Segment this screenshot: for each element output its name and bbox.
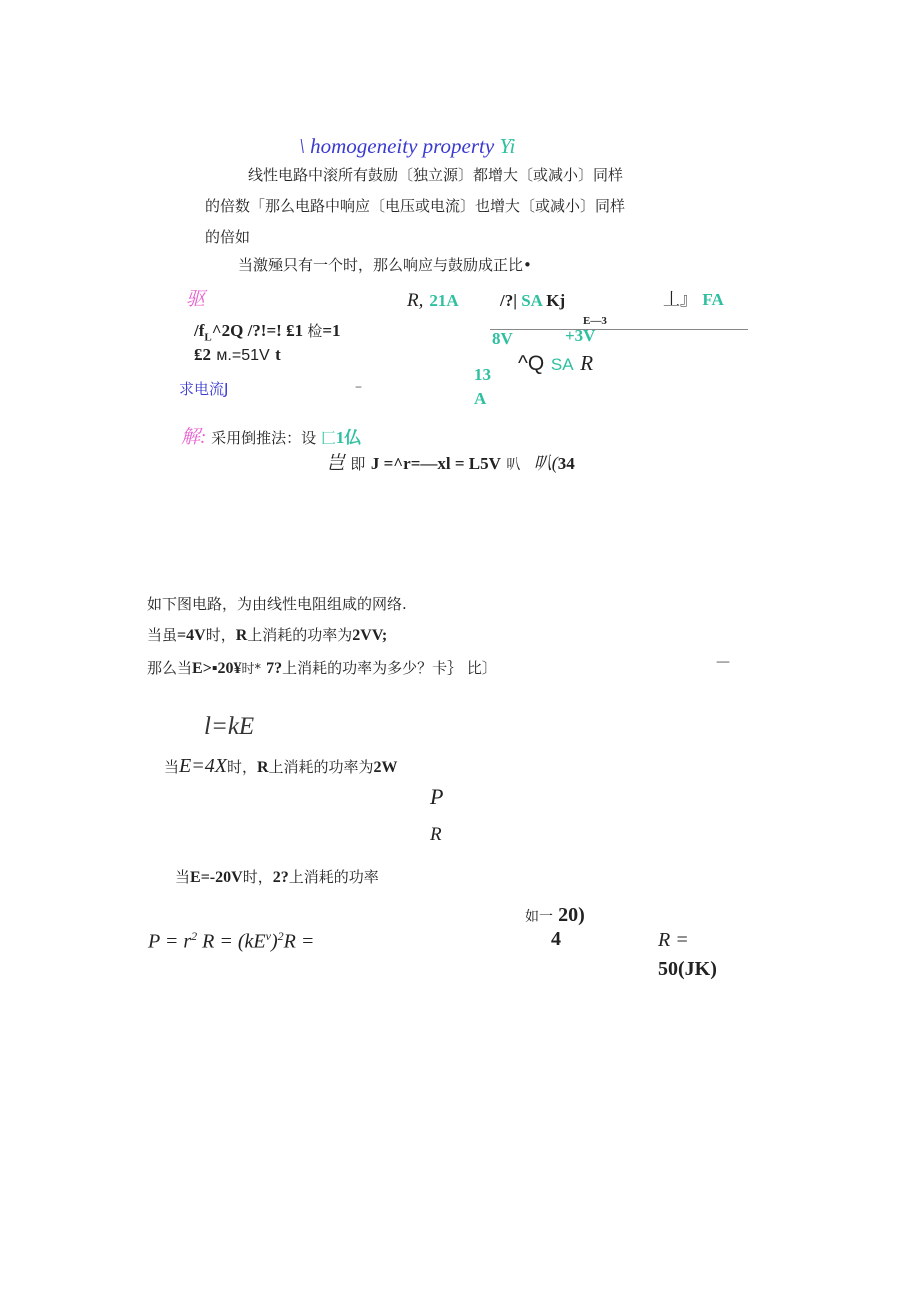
a1-e: 上消耗的功率为 — [268, 758, 374, 776]
sa-text-2: SA — [550, 355, 574, 374]
qiu-label: 求电流J — [179, 380, 229, 398]
r-equals: R = — [658, 929, 689, 951]
circuit-line — [490, 329, 748, 330]
a1-a: 当 — [164, 758, 180, 776]
jie-label: 解: — [181, 427, 207, 448]
fa-prefix: 丄』 — [663, 290, 697, 310]
ru-b: 20) — [558, 904, 585, 926]
a2-b: E=-20V — [190, 869, 243, 886]
kj-text: Kj — [546, 291, 566, 310]
ru-label — [525, 905, 585, 925]
power-formula — [148, 930, 314, 952]
paragraph-line-1: 线性电路中滚所有鼓励〔独立源〕都增大〔或减小〕同样 — [248, 166, 624, 184]
q1-d: R — [235, 627, 248, 644]
formula-l-ke: l=kE — [204, 713, 255, 740]
paragraph-line-3: 的倍如 — [205, 228, 251, 246]
q2-dash: — — [716, 654, 730, 670]
method-text: 采用倒推法：设 — [211, 429, 317, 447]
heading-suffix: Yi — [499, 134, 516, 158]
sa-kj-prefix: /?| — [500, 291, 517, 310]
fa-text: FA — [702, 290, 724, 309]
e3-label: E—3 — [583, 315, 607, 327]
question-line-1 — [147, 627, 387, 644]
v8-label: 8V — [492, 329, 513, 348]
eq1-b: ^2Q /?!=! ₤1 — [211, 321, 304, 340]
result-value: 50(JK) — [658, 958, 717, 980]
calc-f: 34 — [557, 454, 575, 473]
calc-formula: J =^r=—xl = L5V — [370, 454, 501, 473]
q-text: ^Q — [518, 352, 545, 375]
heading-text: homogeneity property — [310, 134, 495, 158]
section2-intro: 如下图电路，为由线性电阻组咸的网络. — [147, 595, 407, 613]
a1-c: 时， — [226, 758, 257, 776]
sa-text: SA — [521, 291, 543, 310]
paragraph-line-2: 的倍数「那么电路中响应〔电压或电流〕也增大〔或减小〕同样 — [205, 197, 626, 215]
q2-e: 上消耗的功率为多少？卡｝ 比〕 — [282, 659, 497, 677]
calc-line — [326, 454, 575, 473]
eq2-b: м.=51V — [216, 347, 270, 364]
eq1-a: /f — [194, 321, 205, 340]
q2-b: E>▪20¥ — [192, 660, 242, 677]
q2-d: 7? — [266, 660, 283, 677]
fa-label — [663, 291, 724, 309]
solution-line — [181, 428, 361, 447]
q2-a: 那么当 — [147, 659, 193, 677]
eq1-d: =1 — [322, 321, 341, 340]
q2-c: 时* — [241, 662, 261, 677]
four-label: 4 — [551, 928, 561, 950]
a2-e: 上消耗的功率 — [288, 868, 379, 886]
pf-sup2: v — [265, 929, 271, 943]
question-line-2 — [147, 660, 497, 677]
q1-f: 2VV; — [352, 627, 388, 644]
calc-b: 即 — [350, 455, 366, 473]
sa-kj-label — [500, 292, 565, 309]
q1-e: 上消耗的功率为 — [247, 626, 353, 644]
pf-c: ) — [270, 930, 278, 953]
pf-a: P = r — [148, 930, 192, 953]
n13-label: 13 — [474, 365, 491, 384]
q1-a: 当虽 — [147, 626, 178, 644]
eq1-c: 检 — [307, 322, 323, 340]
frac-r: R — [430, 824, 442, 845]
pf-b: R = (kE — [197, 930, 266, 953]
qu-char: 驱 — [186, 289, 206, 310]
answer-line-1 — [164, 756, 398, 776]
dash-mark: – — [355, 379, 362, 395]
set-value: 1仏 — [335, 428, 362, 447]
pf-sup1: 2 — [191, 929, 198, 943]
na-label: A — [474, 389, 487, 408]
a1-d: R — [256, 759, 269, 776]
r-text: R — [580, 351, 594, 375]
eq2-a: ₤2 — [194, 345, 211, 364]
a2-c: 时， — [242, 868, 273, 886]
v3-label: +3V — [565, 326, 596, 345]
eq1-sub: L — [204, 331, 212, 344]
section-heading — [299, 136, 515, 157]
circuit-eq-1 — [194, 322, 341, 343]
pf-d: R = — [283, 930, 315, 953]
frac-p: P — [430, 784, 444, 809]
eq2-c: t — [275, 345, 281, 364]
ru-a: 如一 — [525, 909, 553, 925]
q1-b: =4V — [177, 627, 206, 644]
calc-e: 叭( — [533, 453, 558, 473]
heading-prefix: \ — [299, 134, 305, 158]
answer-line-2 — [175, 869, 379, 886]
pf-sup3: 2 — [277, 929, 284, 943]
a2-d: 2? — [272, 869, 289, 886]
q-sa-r-label — [518, 353, 593, 374]
a2-a: 当 — [175, 868, 191, 886]
current-21a: 21A — [429, 291, 459, 310]
calc-d: 叭 — [506, 457, 521, 473]
a1-f: 2W — [373, 759, 398, 776]
circuit-eq-2 — [194, 346, 281, 364]
q1-c: 时， — [205, 626, 236, 644]
a1-b: E=4X — [179, 755, 227, 777]
r-symbol: R, — [407, 290, 424, 311]
r21a-label — [407, 291, 459, 310]
calc-a: 岂 — [326, 453, 346, 474]
set-mark: 匚 — [320, 429, 336, 447]
paragraph-line-4: 当激殛只有一个时，那么响应与鼓励成正比• — [238, 256, 532, 274]
